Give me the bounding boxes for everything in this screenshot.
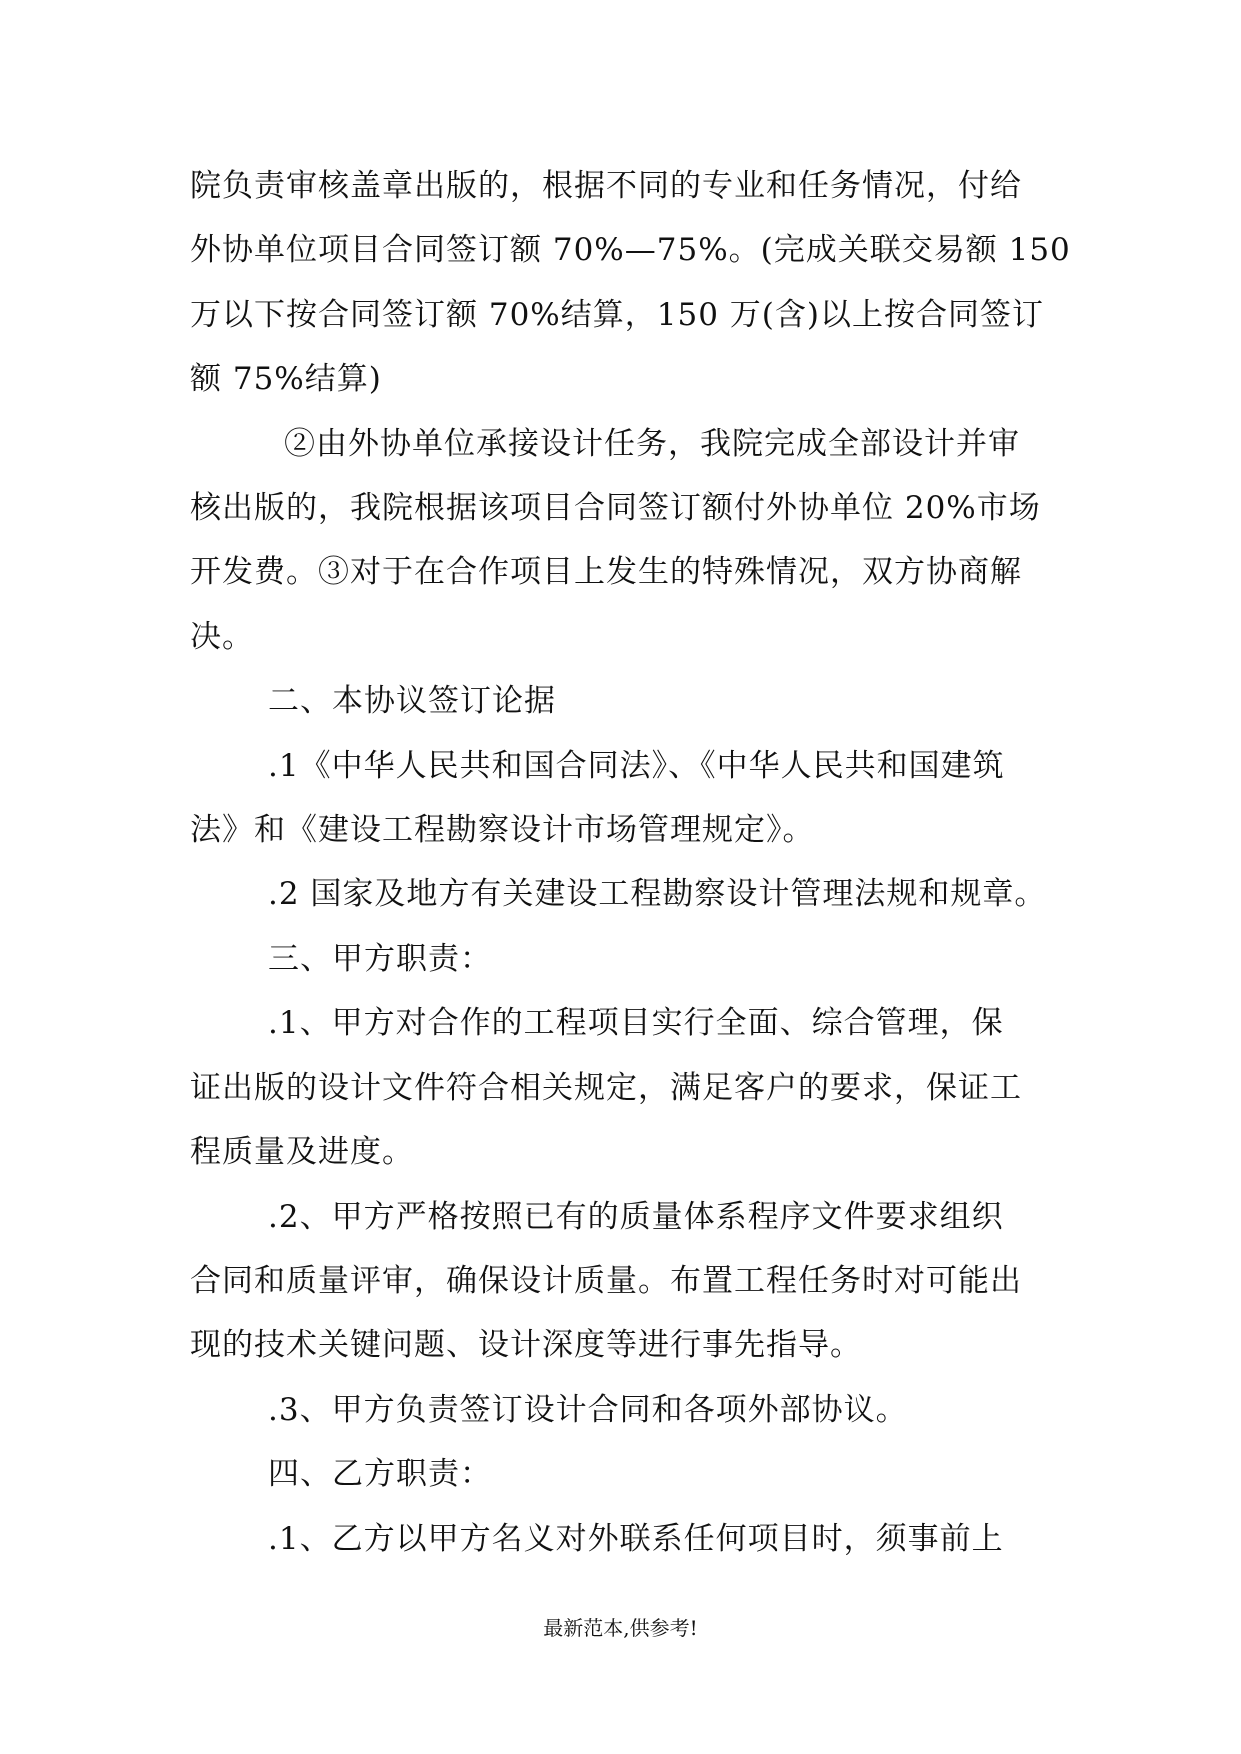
text-line: 开发费。③对于在合作项目上发生的特殊情况，双方协商解	[190, 554, 1022, 591]
section-heading: 四、乙方职责：	[268, 1456, 492, 1493]
text-line: 外协单位项目合同签订额 70%—75%。(完成关联交易额 150	[190, 232, 1071, 269]
text-line: 现的技术关键问题、设计深度等进行事先指导。	[190, 1327, 862, 1364]
text-line: .1、甲方对合作的工程项目实行全面、综合管理，保	[268, 1005, 1004, 1042]
text-line: .2、甲方严格按照已有的质量体系程序文件要求组织	[268, 1198, 1004, 1235]
document-body	[190, 154, 1070, 1571]
section-heading: 三、甲方职责：	[268, 940, 492, 977]
page-footer: 最新范本,供参考!	[543, 1616, 698, 1640]
text-line: 院负责审核盖章出版的，根据不同的专业和任务情况，付给	[190, 168, 1022, 204]
section-heading: 二、本协议签订论据	[268, 683, 556, 720]
text-line: 核出版的，我院根据该项目合同签订额付外协单位 20%市场	[190, 490, 1041, 527]
text-line: 万以下按合同签订额 70%结算，150 万(含)以上按合同签订	[190, 296, 1044, 333]
text-line: .2 国家及地方有关建设工程勘察设计管理法规和规章。	[268, 876, 1047, 913]
text-line: 程质量及进度。	[190, 1134, 414, 1171]
text-line: 额 75%结算)	[190, 361, 382, 398]
text-line: .1、乙方以甲方名义对外联系任何项目时，须事前上	[268, 1520, 1004, 1557]
text-line: 法》和《建设工程勘察设计市场管理规定》。	[190, 812, 815, 849]
text-line: 证出版的设计文件符合相关规定，满足客户的要求，保证工	[190, 1069, 1022, 1106]
text-line: .1《中华人民共和国合同法》、《中华人民共和国建筑	[268, 747, 1005, 784]
text-line: 决。	[190, 618, 254, 655]
text-line: 合同和质量评审，确保设计质量。布置工程任务时对可能出	[190, 1262, 1022, 1299]
text-line: ②由外协单位承接设计任务，我院完成全部设计并审	[284, 425, 1020, 462]
text-line: .3、甲方负责签订设计合同和各项外部协议。	[268, 1391, 908, 1428]
